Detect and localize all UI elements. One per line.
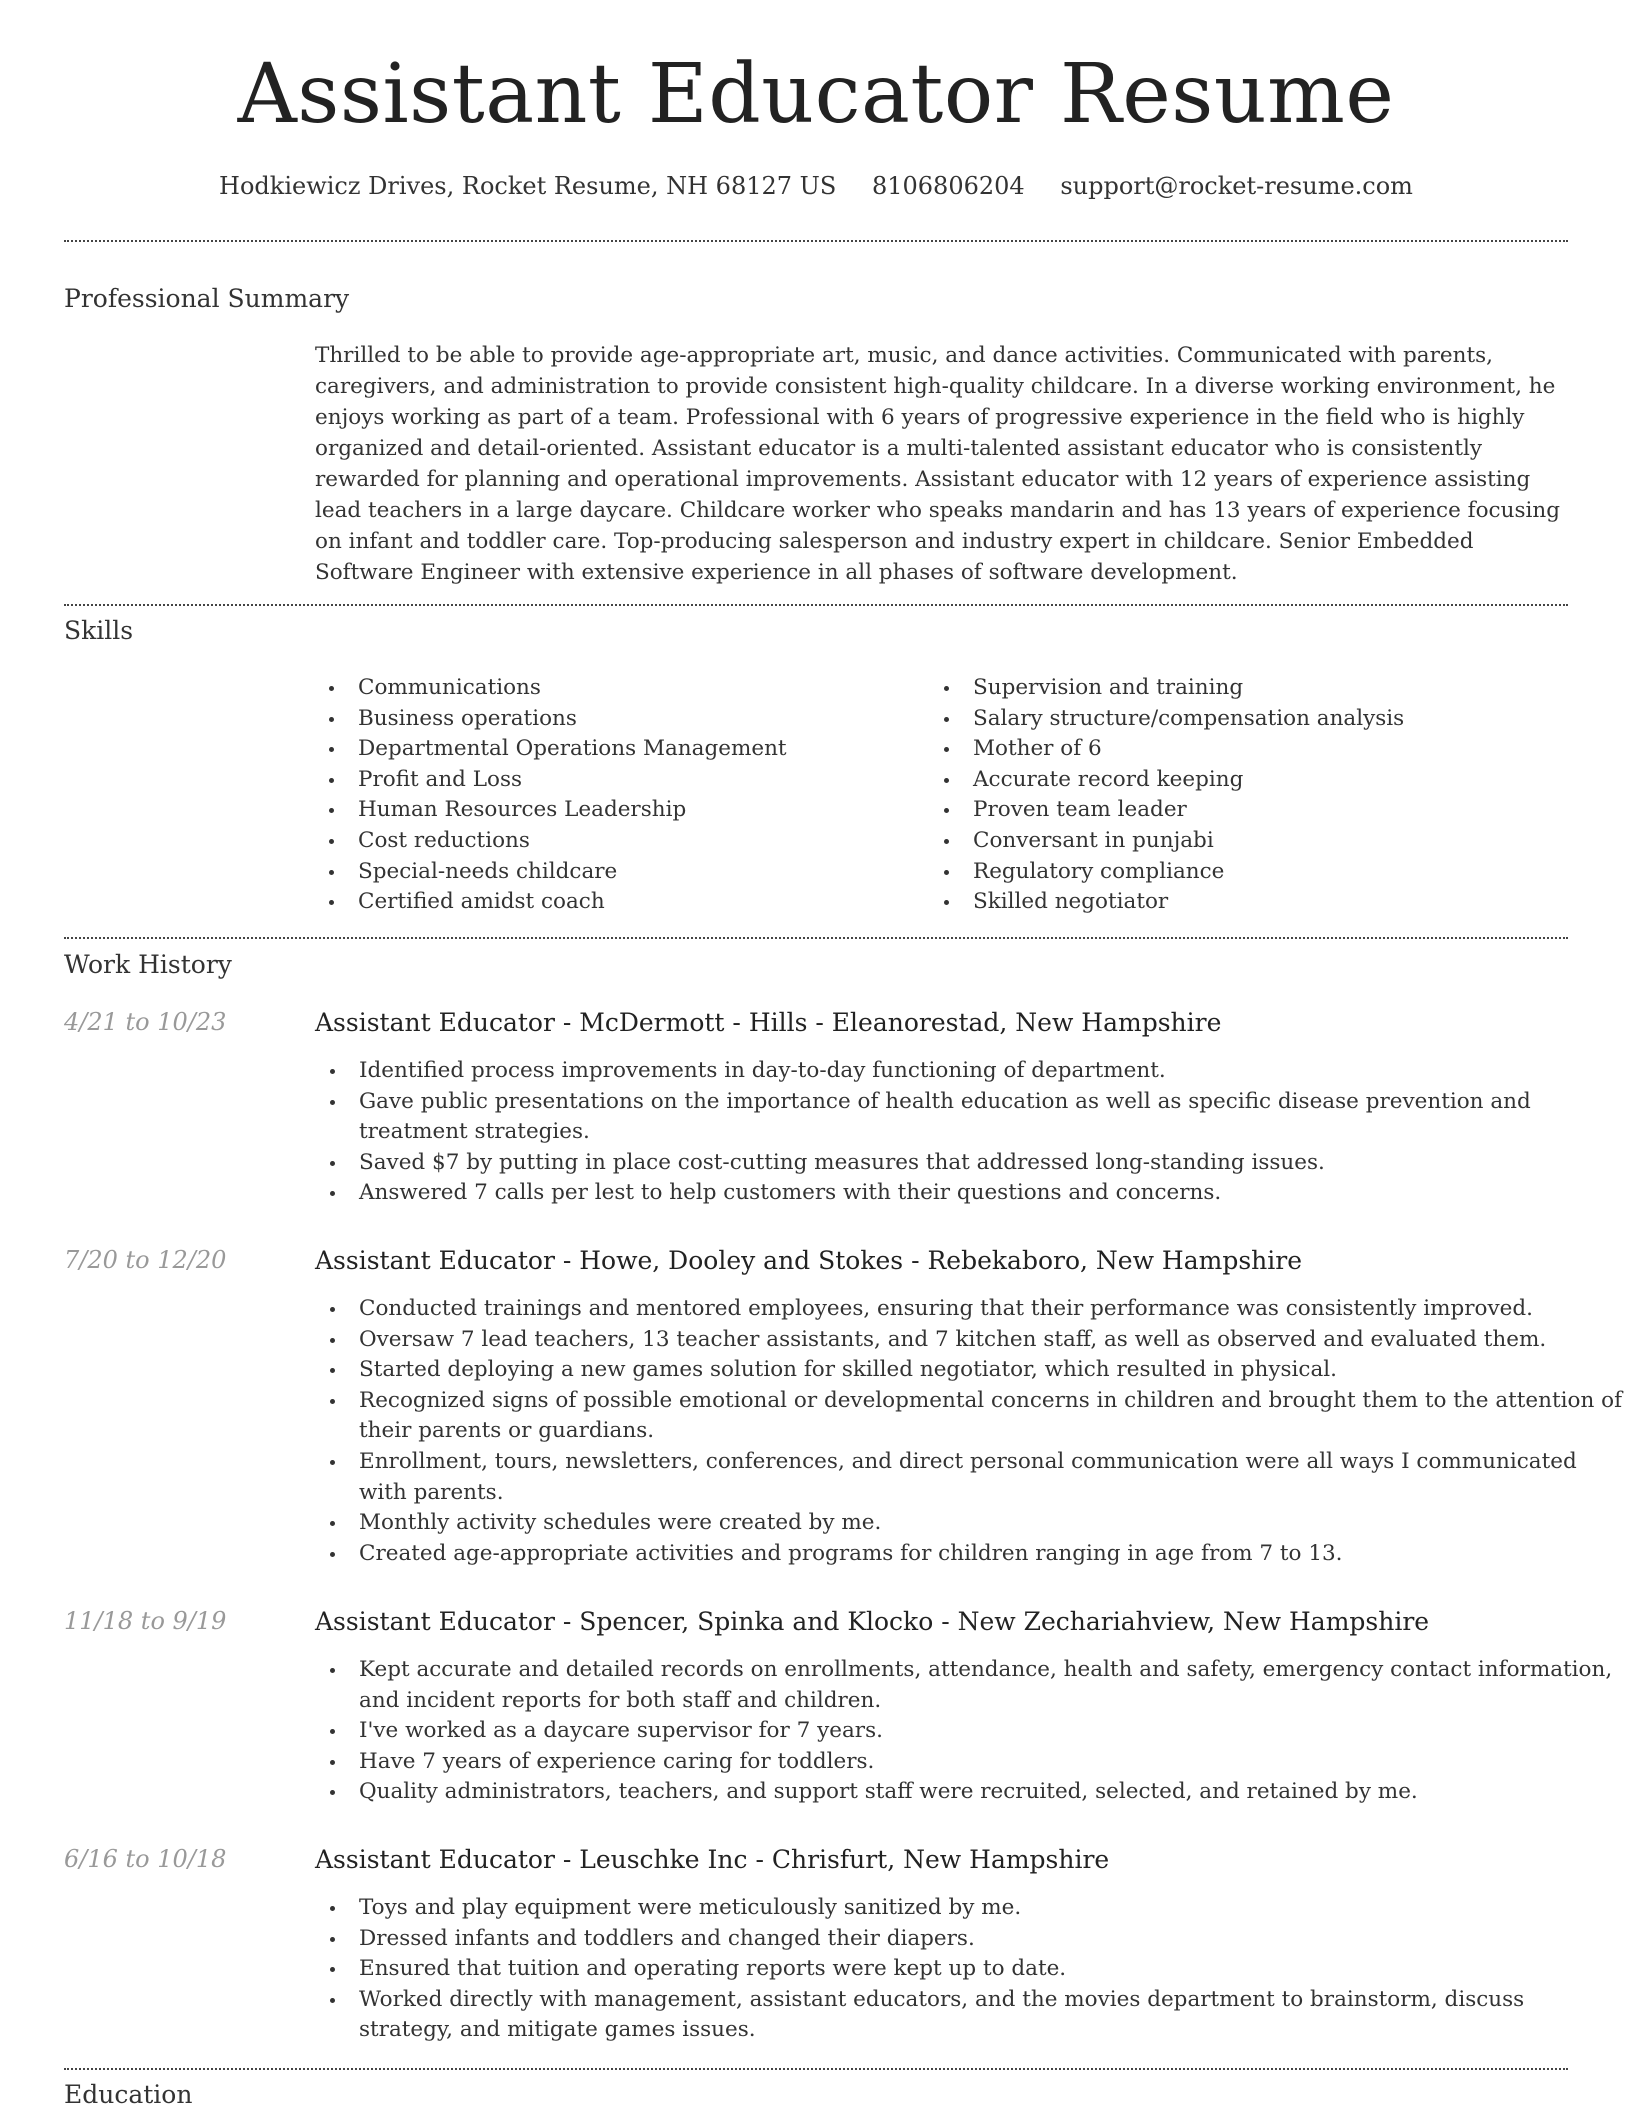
job-title: Assistant Educator - Leuschke Inc - Chrisfurt, New Hampshire [315, 1845, 1110, 1874]
job-bullet: Kept accurate and detailed records on enrollments, attendance, health and safety, emergency contact information, and incident reports for both staff and children. [315, 1655, 1625, 1716]
job-bullet: Toys and play equipment were meticulously sanitized by me. [315, 1893, 1625, 1924]
job-dates: 7/20 to 12/20 [64, 1246, 227, 1274]
job-bullet: Answered 7 calls per lest to help customers with their questions and concerns. [315, 1178, 1625, 1209]
skills-list-right [929, 673, 1404, 918]
job-title: Assistant Educator - Spencer, Spinka and Klocko - New Zechariahview, New Hampshire [315, 1607, 1430, 1636]
job-bullet: Enrollment, tours, newsletters, conferences, and direct personal communication were all ways I communicated with parents. [315, 1447, 1625, 1508]
job-bullet: Dressed infants and toddlers and changed their diapers. [315, 1924, 1625, 1955]
job-bullet: I've worked as a daycare supervisor for 7 years. [315, 1716, 1625, 1747]
job-bullet: Conducted trainings and mentored employees, ensuring that their performance was consistently improved. [315, 1294, 1625, 1325]
skill-item: Departmental Operations Management [314, 734, 787, 765]
job-title: Assistant Educator - Howe, Dooley and Stokes - Rebekaboro, New Hampshire [315, 1246, 1302, 1275]
job-bullet: Gave public presentations on the importance of health education as well as specific disease prevention and treatment strategies. [315, 1087, 1625, 1148]
skill-item: Accurate record keeping [929, 765, 1404, 796]
skill-item: Skilled negotiator [929, 887, 1404, 918]
section-divider [64, 604, 1568, 606]
summary-heading: Professional Summary [64, 284, 350, 313]
skill-item: Cost reductions [314, 826, 787, 857]
contact-phone: 8106806204 [871, 172, 1025, 200]
job-bullet: Saved $7 by putting in place cost-cutting measures that addressed long-standing issues. [315, 1148, 1625, 1179]
skill-item: Proven team leader [929, 795, 1404, 826]
skill-item: Conversant in punjabi [929, 826, 1404, 857]
job-bullet: Recognized signs of possible emotional or developmental concerns in children and brought them to the attention of their parents or guardians. [315, 1386, 1625, 1447]
summary-text: Thrilled to be able to provide age-appropriate art, music, and dance activities. Communicated with parents, caregivers, and administration to provide consistent high-quality childcare. In a diverse working environment, he enjoys working as part of a team. Professional with 6 years of progressive experience in the field who is highly organized and detail-oriented. Assistant educator is a multi-talented assistant educator who is consistently rewarded for planning and operational improvements. Assistant educator with 12 years of experience assisting lead teachers in a large daycare. Childcare worker who speaks mandarin and has 13 years of experience focusing on infant and toddler care. Top-producing salesperson and industry expert in childcare. Senior Embedded Software Engineer with extensive experience in all phases of software development. [315, 343, 1560, 585]
section-divider [64, 240, 1568, 242]
skill-item: Business operations [314, 704, 787, 735]
job-bullet: Worked directly with management, assistant educators, and the movies department to brainstorm, discuss strategy, and mitigate games issues. [315, 1985, 1625, 2046]
contact-line [0, 172, 1632, 200]
skill-item: Special-needs childcare [314, 857, 787, 888]
work-history-heading: Work History [64, 950, 232, 979]
job-title: Assistant Educator - McDermott - Hills - Eleanorestad, New Hampshire [315, 1008, 1222, 1037]
job-bullet: Identified process improvements in day-to-day functioning of department. [315, 1056, 1625, 1087]
job-bullets [315, 1655, 1625, 1808]
skills-list-left [314, 673, 787, 918]
job-bullets [315, 1893, 1625, 2046]
job-bullet: Oversaw 7 lead teachers, 13 teacher assistants, and 7 kitchen staff, as well as observed and evaluated them. [315, 1325, 1625, 1356]
job-dates: 6/16 to 10/18 [64, 1845, 227, 1873]
job-dates: 4/21 to 10/23 [64, 1008, 227, 1036]
contact-address: Hodkiewicz Drives, Rocket Resume, NH 68127 US [219, 172, 837, 200]
skill-item: Supervision and training [929, 673, 1404, 704]
job-bullet: Have 7 years of experience caring for toddlers. [315, 1747, 1625, 1778]
job-bullet: Monthly activity schedules were created by me. [315, 1508, 1625, 1539]
skills-heading: Skills [64, 616, 134, 645]
skill-item: Communications [314, 673, 787, 704]
section-divider [64, 937, 1568, 939]
skill-item: Certified amidst coach [314, 887, 787, 918]
skill-item: Mother of 6 [929, 734, 1404, 765]
contact-email: support@rocket-resume.com [1060, 172, 1413, 200]
job-bullet: Quality administrators, teachers, and support staff were recruited, selected, and retained by me. [315, 1777, 1625, 1808]
job-bullets [315, 1056, 1625, 1209]
job-bullet: Created age-appropriate activities and programs for children ranging in age from 7 to 13. [315, 1539, 1625, 1570]
skill-item: Human Resources Leadership [314, 795, 787, 826]
job-bullet: Ensured that tuition and operating reports were kept up to date. [315, 1954, 1625, 1985]
job-bullets [315, 1294, 1625, 1569]
job-dates: 11/18 to 9/19 [64, 1607, 227, 1635]
section-divider [64, 2068, 1568, 2070]
job-bullet: Started deploying a new games solution for skilled negotiator, which resulted in physical. [315, 1355, 1625, 1386]
skill-item: Salary structure/compensation analysis [929, 704, 1404, 735]
education-heading: Education [64, 2080, 193, 2109]
skill-item: Regulatory compliance [929, 857, 1404, 888]
resume-title: Assistant Educator Resume [237, 47, 1395, 142]
skill-item: Profit and Loss [314, 765, 787, 796]
